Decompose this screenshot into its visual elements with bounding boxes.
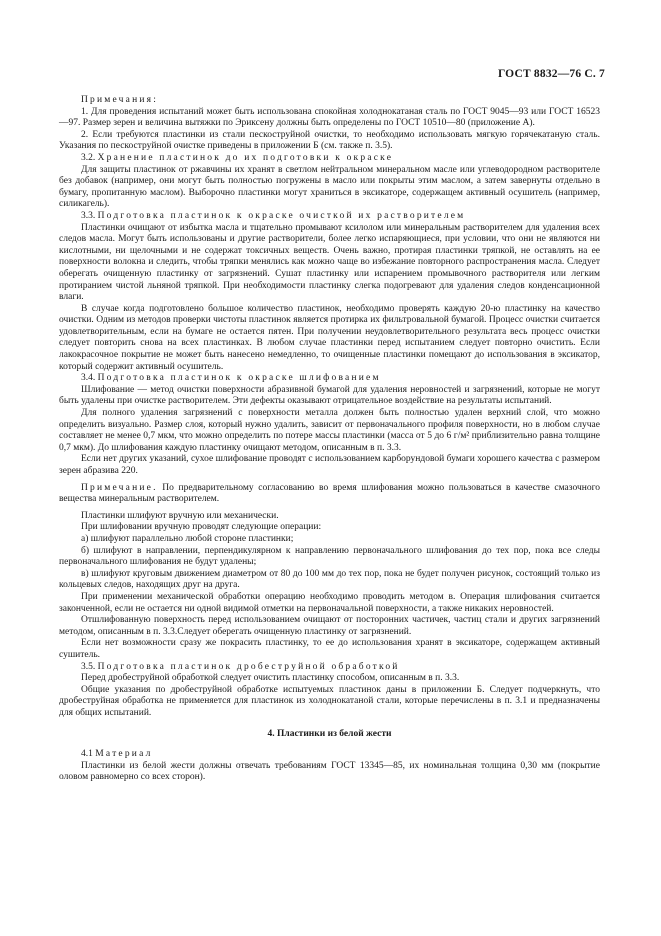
section-3-5-heading: [59, 662, 600, 674]
note-label: Примечание.: [81, 482, 158, 493]
list-item: а) шлифуют параллельно любой стороне пластинки;: [81, 533, 294, 544]
paragraph: Перед дробеструйной обработкой следует очистить пластинку способом, описанным в п. 3.3.: [81, 673, 460, 684]
section-number: 3.2.: [81, 152, 96, 163]
section-3-4-heading: [59, 373, 600, 385]
section-title: Подготовка пластинок к окраске очисткой их растворителем: [97, 210, 466, 221]
notes-heading: Примечания:: [81, 95, 159, 105]
paragraph: Шлифование — метод очистки поверхности абразивной бумагой для удаления неровностей и загрязнений, которые не могут быть удалены при очистке растворителем. Эти дефекты оказывают отрицательное воздействие на результаты испытаний.: [59, 384, 600, 407]
list-item: б) шлифуют в направлении, перпендикулярном к направлению первоначального шлифования до тех пор, пока все следы первоначального шлифования не будут удалены;: [59, 545, 600, 568]
paragraph: Для защиты пластинок от ржавчины их хранят в светлом нейтральном минеральном масле или углеводородном растворителе без добавок (например, они могут быть полностью погружены в масло или покрыты этим маслом, а затем завернуты отдельно в бумагу, пропитанную маслом). Выборочно пластинки могут храниться в эксикаторе, содержащем активный осушитель (например, силикагель).: [59, 164, 600, 210]
section-title: Материал: [95, 749, 153, 760]
page-content: [59, 95, 600, 784]
paragraph: Отшлифованную поверхность перед использованием очищают от посторонних частичек, частиц стали и других загрязнений методом, описанным в п. 3.3.Следует оберегать очищенную пластинку от загрязнений.: [59, 615, 600, 637]
note-2: 2. Если требуются пластинки из стали пескоструйной очистки, то необходимо использовать мягкую горячекатаную сталь. Указания по пескоструйной очистке приведены в приложении Б (см. также п. 3.5).: [59, 129, 600, 152]
section-number: 4.1: [81, 749, 93, 760]
paragraph: Если нет других указаний, сухое шлифование проводят с использованием карборундовой бумаги хорошего качества с размером зерен абразива 220.: [59, 454, 600, 476]
paragraph: Пластинки из белой жести должны отвечать требованиям ГОСТ 13345—85, их номинальная толщина 0,30 мм (покрытие оловом равномерно со всех сторон).: [59, 760, 600, 783]
note-1: 1. Для проведения испытаний может быть использована спокойная холоднокатаная сталь по ГОСТ 9045—93 или ГОСТ 16523—97. Размер зерен и величина вытяжки по Эриксену должны быть определены по ГОСТ 10510—80 (приложение А).: [59, 106, 600, 129]
section-title: Подготовка пластинок дробеструйной обработкой: [97, 661, 400, 672]
section-3-3-heading: [59, 211, 600, 223]
paragraph: В случае когда подготовлено большое количество пластинок, необходимо проверять каждую 20-ю пластинку на качество очистки. Одним из методов проверки чистоты пластинок является протирка их фильтровальной бумагой. Процесс очистки считается удовлетворительным, если на бумаге не остается пятен. При получении неудовлетворительного результата весь процесс очистки следует повторить снова на всех пластинках. В любом случае пластинки перед испытанием следует повторно очистить. Если лакокрасочное покрытие не может быть нанесено немедленно, то очищенные пластинки помещают до использования в эксикатор, который содержит активный осушитель.: [59, 303, 600, 372]
section-title: Хранение пластинок до их подготовки к окраске: [97, 152, 394, 163]
section-4-1-heading: [59, 749, 600, 761]
section-3-2-heading: [59, 153, 600, 165]
paragraph: Для полного удаления загрязнений с поверхности металла должен быть полностью удален верхний слой, что можно определить визуально. Размер слоя, который нужно удалить, зависит от первоначального профиля поверхности, но в любом случае составляет не менее 0,7 мкм, что можно определить по потере массы пластинки (масса от 5 до 6 г/м² приблизительно равна толщине 0,7 мкм). До шлифования каждую пластинку очищают методом, описанным в п. 3.3.: [59, 408, 600, 453]
paragraph: Пластинки шлифуют вручную или механически.: [81, 510, 279, 521]
grinding-note: [59, 483, 600, 506]
note-text: По предварительному согласованию во время шлифования можно пользоваться в качестве смазочного вещества минеральным растворителем.: [59, 482, 600, 505]
paragraph: При применении механической обработки операцию необходимо проводить методом в. Операция шлифования считается законченной, если не остается ни одной видимой отметки на первоначальной поверхности, а также никаких неровностей.: [59, 591, 600, 614]
paragraph: Пластинки очищают от избытка масла и тщательно промывают ксилолом или минеральным растворителем для удаления всех следов масла. Могут быть использованы и другие растворители, более легко испаряющиеся, при условии, что они не являются ни кислотными, ни щелочными и не содержат токсичных веществ. Очень важно, протирая пластинки тряпкой, не оставлять на ее поверхности волокна и следить, чтобы тряпки менялись как можно чаще во избежание повторного распространения масла. Следует оберегать очищенную пластинку от загрязнений. Сушат пластинку или испарением промывочного растворителя или легким протиранием чистой льняной тряпкой. При необходимости пластинку слегка подогревают для удаления следов конденсационной влаги.: [59, 222, 600, 303]
page-header: ГОСТ 8832—76 С. 7: [497, 68, 605, 80]
paragraph: При шлифовании вручную проводят следующие операции:: [81, 522, 322, 533]
list-item: в) шлифуют круговым движением диаметром от 80 до 100 мм до тех пор, пока не будет получен рисунок, состоящий только из кольцевых следов, находящих друг на друга.: [59, 568, 600, 591]
paragraph: Общие указания по дробеструйной обработке испытуемых пластинок даны в приложении Б. Следует подчеркнуть, что дробеструйная обработка не применяется для пластинок из холоднокатаной стали, которые перечислены в п. 3.1 и предназначены для общих испытаний.: [59, 684, 600, 718]
section-number: 3.5.: [81, 661, 96, 672]
section-4-title: 4. Пластинки из белой жести: [267, 729, 392, 740]
section-title: Подготовка пластинок к окраске шлифованием: [97, 373, 381, 384]
section-number: 3.4.: [81, 373, 96, 384]
paragraph: Если нет возможности сразу же покрасить пластинку, то ее до использования хранят в эксикаторе, содержащем активный сушитель.: [59, 638, 600, 660]
section-number: 3.3.: [81, 210, 96, 221]
